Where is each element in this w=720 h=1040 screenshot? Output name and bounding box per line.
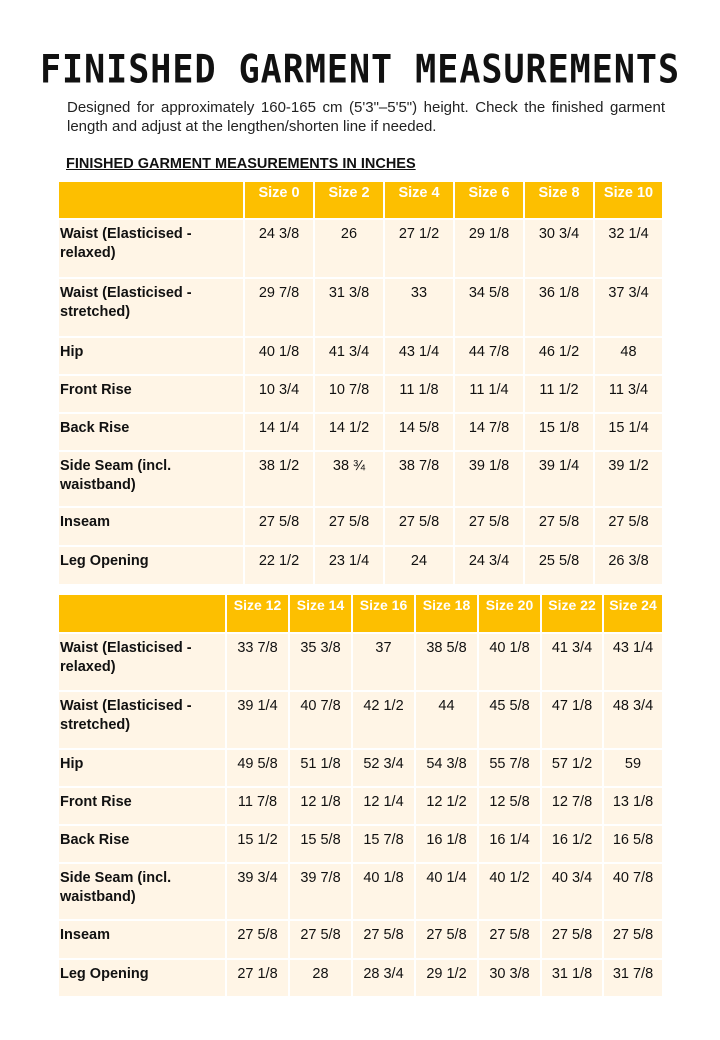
measurement-cell: 47 1/8 <box>542 690 604 748</box>
row-label: Back Rise <box>59 824 227 862</box>
measurement-cell: 10 7/8 <box>315 374 385 412</box>
row-label: Inseam <box>59 506 245 545</box>
measurement-cell: 14 5/8 <box>385 412 455 450</box>
measurement-cell: 27 5/8 <box>290 919 353 958</box>
measurement-cell: 42 1/2 <box>353 690 416 748</box>
measurement-cell: 27 5/8 <box>353 919 416 958</box>
measurement-cell: 41 3/4 <box>542 632 604 690</box>
table-header-row <box>59 595 664 632</box>
table-row <box>59 690 664 748</box>
measurement-cell: 12 1/4 <box>353 786 416 824</box>
row-label: Front Rise <box>59 374 245 412</box>
row-label: Hip <box>59 748 227 786</box>
header-blank-cell <box>59 182 245 218</box>
measurement-cell: 43 1/4 <box>604 632 664 690</box>
measurements-table-small-sizes <box>59 182 664 584</box>
measurement-cell: 59 <box>604 748 664 786</box>
measurement-cell: 40 7/8 <box>290 690 353 748</box>
table-row <box>59 748 664 786</box>
size-header: Size 8 <box>525 182 595 218</box>
measurement-cell: 31 1/8 <box>542 958 604 996</box>
measurement-cell: 15 7/8 <box>353 824 416 862</box>
measurement-cell: 39 1/8 <box>455 450 525 506</box>
measurement-cell: 27 5/8 <box>385 506 455 545</box>
row-label: Waist (Elasticised - stretched) <box>59 690 227 748</box>
table-row <box>59 336 664 374</box>
size-header: Size 24 <box>604 595 664 632</box>
measurement-cell: 40 3/4 <box>542 862 604 919</box>
table-row <box>59 374 664 412</box>
measurement-cell: 31 3/8 <box>315 277 385 336</box>
measurement-cell: 44 7/8 <box>455 336 525 374</box>
measurement-cell: 39 1/4 <box>227 690 290 748</box>
measurement-cell: 33 7/8 <box>227 632 290 690</box>
measurement-cell: 25 5/8 <box>525 545 595 584</box>
measurement-cell: 36 1/8 <box>525 277 595 336</box>
measurement-cell: 34 5/8 <box>455 277 525 336</box>
measurement-cell: 57 1/2 <box>542 748 604 786</box>
measurement-cell: 16 1/2 <box>542 824 604 862</box>
measurement-cell: 16 1/4 <box>479 824 542 862</box>
measurement-cell: 39 7/8 <box>290 862 353 919</box>
size-header: Size 2 <box>315 182 385 218</box>
measurement-cell: 27 5/8 <box>604 919 664 958</box>
table-row <box>59 218 664 277</box>
row-label: Inseam <box>59 919 227 958</box>
measurement-cell: 14 1/2 <box>315 412 385 450</box>
measurement-cell: 24 3/4 <box>455 545 525 584</box>
measurement-cell: 28 3/4 <box>353 958 416 996</box>
size-header: Size 0 <box>245 182 315 218</box>
measurement-cell: 38 7/8 <box>385 450 455 506</box>
measurement-cell: 51 1/8 <box>290 748 353 786</box>
measurement-cell: 26 3/8 <box>595 545 664 584</box>
measurement-cell: 37 3/4 <box>595 277 664 336</box>
row-label: Waist (Elasticised - relaxed) <box>59 632 227 690</box>
size-header: Size 12 <box>227 595 290 632</box>
measurement-cell: 29 7/8 <box>245 277 315 336</box>
measurement-cell: 16 1/8 <box>416 824 479 862</box>
measurement-cell: 27 5/8 <box>595 506 664 545</box>
measurements-table-large-sizes <box>59 595 664 996</box>
measurement-cell: 22 1/2 <box>245 545 315 584</box>
measurement-cell: 11 1/2 <box>525 374 595 412</box>
row-label: Back Rise <box>59 412 245 450</box>
measurement-cell: 39 1/4 <box>525 450 595 506</box>
measurement-cell: 35 3/8 <box>290 632 353 690</box>
size-header: Size 16 <box>353 595 416 632</box>
measurement-cell: 33 <box>385 277 455 336</box>
measurement-cell: 11 1/8 <box>385 374 455 412</box>
measurement-cell: 27 5/8 <box>455 506 525 545</box>
measurement-cell: 27 5/8 <box>416 919 479 958</box>
table-row <box>59 277 664 336</box>
measurement-cell: 11 1/4 <box>455 374 525 412</box>
intro-paragraph: Designed for approximately 160-165 cm (5'3"–5'5") height. Check the finished garment length and adjust at the lengthen/shorten line if needed. <box>67 99 665 135</box>
measurement-cell: 12 1/8 <box>290 786 353 824</box>
table-row <box>59 919 664 958</box>
size-header: Size 4 <box>385 182 455 218</box>
measurement-cell: 27 5/8 <box>227 919 290 958</box>
measurement-cell: 40 7/8 <box>604 862 664 919</box>
table-row <box>59 412 664 450</box>
measurement-cell: 12 5/8 <box>479 786 542 824</box>
row-label: Side Seam (incl. waistband) <box>59 450 245 506</box>
measurement-cell: 15 1/4 <box>595 412 664 450</box>
measurement-cell: 43 1/4 <box>385 336 455 374</box>
measurement-cell: 12 7/8 <box>542 786 604 824</box>
row-label: Leg Opening <box>59 958 227 996</box>
measurement-cell: 39 1/2 <box>595 450 664 506</box>
table-row <box>59 632 664 690</box>
table-row <box>59 506 664 545</box>
measurement-cell: 24 3/8 <box>245 218 315 277</box>
measurement-cell: 29 1/8 <box>455 218 525 277</box>
measurement-cell: 44 <box>416 690 479 748</box>
size-header: Size 20 <box>479 595 542 632</box>
row-label: Hip <box>59 336 245 374</box>
size-header: Size 18 <box>416 595 479 632</box>
measurement-cell: 31 7/8 <box>604 958 664 996</box>
measurement-cell: 37 <box>353 632 416 690</box>
measurement-cell: 45 5/8 <box>479 690 542 748</box>
measurement-cell: 38 ¾ <box>315 450 385 506</box>
measurement-cell: 38 5/8 <box>416 632 479 690</box>
measurement-cell: 49 5/8 <box>227 748 290 786</box>
measurement-cell: 48 3/4 <box>604 690 664 748</box>
table-row <box>59 824 664 862</box>
measurement-cell: 40 1/8 <box>479 632 542 690</box>
table-row <box>59 862 664 919</box>
row-label: Side Seam (incl. waistband) <box>59 862 227 919</box>
table-row <box>59 545 664 584</box>
measurement-cell: 27 5/8 <box>525 506 595 545</box>
measurement-cell: 27 5/8 <box>479 919 542 958</box>
row-label: Waist (Elasticised - relaxed) <box>59 218 245 277</box>
measurement-cell: 27 5/8 <box>315 506 385 545</box>
measurement-cell: 15 1/2 <box>227 824 290 862</box>
row-label: Front Rise <box>59 786 227 824</box>
measurement-cell: 15 1/8 <box>525 412 595 450</box>
table-row <box>59 958 664 996</box>
measurement-cell: 16 5/8 <box>604 824 664 862</box>
measurement-cell: 13 1/8 <box>604 786 664 824</box>
header-blank-cell <box>59 595 227 632</box>
measurement-cell: 40 1/4 <box>416 862 479 919</box>
measurement-cell: 39 3/4 <box>227 862 290 919</box>
measurement-cell: 27 1/8 <box>227 958 290 996</box>
measurement-cell: 40 1/8 <box>245 336 315 374</box>
measurement-cell: 54 3/8 <box>416 748 479 786</box>
row-label: Waist (Elasticised - stretched) <box>59 277 245 336</box>
measurement-cell: 32 1/4 <box>595 218 664 277</box>
measurement-cell: 15 5/8 <box>290 824 353 862</box>
measurement-cell: 23 1/4 <box>315 545 385 584</box>
measurement-cell: 14 1/4 <box>245 412 315 450</box>
measurement-cell: 27 5/8 <box>245 506 315 545</box>
measurement-cell: 30 3/4 <box>525 218 595 277</box>
size-header: Size 10 <box>595 182 664 218</box>
measurement-cell: 11 7/8 <box>227 786 290 824</box>
table-header-row <box>59 182 664 218</box>
table-row <box>59 450 664 506</box>
measurement-cell: 10 3/4 <box>245 374 315 412</box>
measurement-cell: 29 1/2 <box>416 958 479 996</box>
measurement-cell: 30 3/8 <box>479 958 542 996</box>
measurement-cell: 52 3/4 <box>353 748 416 786</box>
row-label: Leg Opening <box>59 545 245 584</box>
measurement-cell: 55 7/8 <box>479 748 542 786</box>
measurement-cell: 27 1/2 <box>385 218 455 277</box>
measurement-cell: 24 <box>385 545 455 584</box>
section-heading: FINISHED GARMENT MEASUREMENTS IN INCHES <box>66 156 416 172</box>
size-header: Size 22 <box>542 595 604 632</box>
measurement-cell: 40 1/2 <box>479 862 542 919</box>
measurement-cell: 27 5/8 <box>542 919 604 958</box>
size-header: Size 6 <box>455 182 525 218</box>
page-title: FINISHED GARMENT MEASUREMENTS <box>39 47 681 93</box>
table-row <box>59 786 664 824</box>
measurement-cell: 40 1/8 <box>353 862 416 919</box>
measurement-cell: 26 <box>315 218 385 277</box>
measurement-cell: 41 3/4 <box>315 336 385 374</box>
measurement-cell: 28 <box>290 958 353 996</box>
size-header: Size 14 <box>290 595 353 632</box>
measurement-cell: 46 1/2 <box>525 336 595 374</box>
measurement-cell: 12 1/2 <box>416 786 479 824</box>
measurement-cell: 38 1/2 <box>245 450 315 506</box>
measurement-cell: 11 3/4 <box>595 374 664 412</box>
measurement-cell: 14 7/8 <box>455 412 525 450</box>
measurement-cell: 48 <box>595 336 664 374</box>
